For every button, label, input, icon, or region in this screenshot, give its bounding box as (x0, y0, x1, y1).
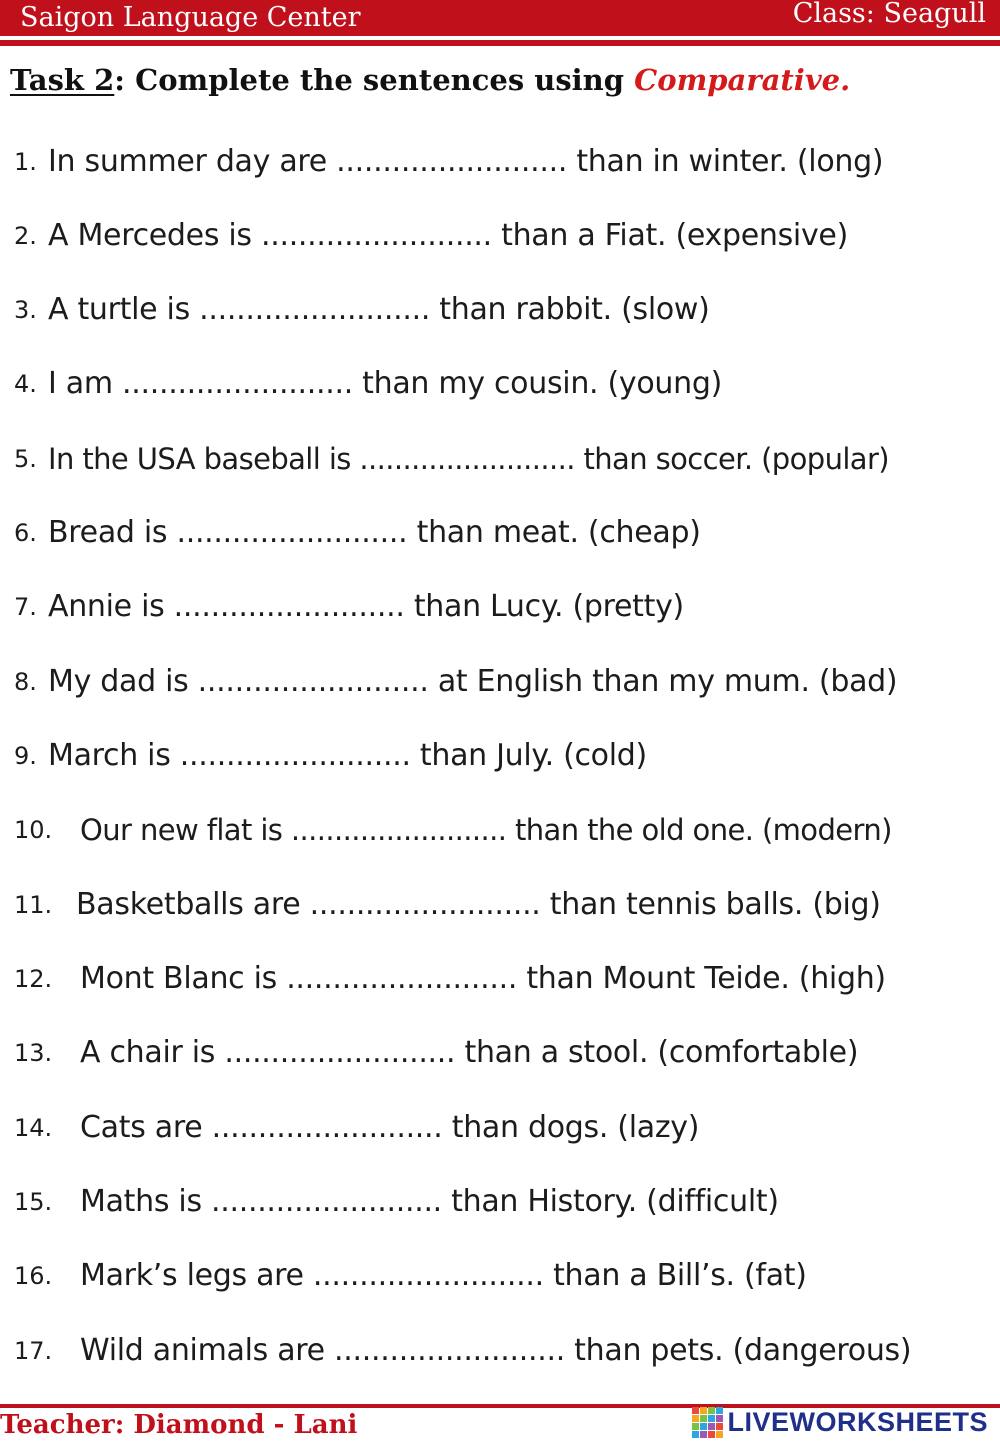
question-text: Annie is ......................... than Lucy. (pretty) (48, 589, 684, 624)
task-keyword: Comparative. (634, 63, 851, 97)
question-text: Maths is ......................... than History. (difficult) (80, 1184, 779, 1219)
task-instruction: Complete the sentences using (125, 63, 635, 97)
question-number: 4. (14, 370, 37, 398)
question-number: 6. (14, 519, 37, 547)
header-divider (0, 40, 1000, 46)
task-label: Task 2 (10, 63, 115, 97)
question-number: 11. (14, 891, 53, 919)
brand-name: LIVEWORKSHEETS (727, 1406, 988, 1437)
question-item (0, 278, 1000, 342)
question-number: 16. (14, 1262, 53, 1290)
question-number: 3. (14, 296, 37, 324)
question-text: My dad is ......................... at English than my mum. (bad) (48, 664, 898, 699)
question-text: March is ......................... than July. (cold) (48, 738, 647, 773)
question-number: 7. (14, 593, 37, 621)
question-item (0, 1096, 1000, 1160)
question-item (0, 501, 1000, 565)
class-name: Class: Seagull (792, 0, 986, 29)
teacher-name: Teacher: Diamond - Lani (0, 1410, 358, 1440)
school-name: Saigon Language Center (20, 2, 361, 33)
question-text: A chair is ......................... than a stool. (comfortable) (80, 1035, 859, 1070)
question-number: 17. (14, 1337, 53, 1365)
question-number: 10. (14, 816, 53, 844)
question-text: I am ......................... than my cousin. (young) (48, 366, 722, 401)
question-item (0, 352, 1000, 416)
task-separator: : (114, 63, 126, 97)
question-text: Basketballs are ......................... than tennis balls. (big) (76, 887, 881, 922)
question-item (0, 798, 1000, 862)
question-item (0, 130, 1000, 194)
task-heading (10, 58, 850, 102)
question-text: A turtle is ......................... than rabbit. (slow) (48, 292, 710, 327)
question-text: Mark’s legs are ......................... than a Bill’s. (fat) (80, 1258, 807, 1293)
question-item (0, 204, 1000, 268)
question-text: Mont Blanc is ......................... than Mount Teide. (high) (80, 961, 886, 996)
header-bar (0, 0, 1000, 36)
question-text: Wild animals are ......................... than pets. (dangerous) (80, 1333, 912, 1368)
question-number: 2. (14, 222, 37, 250)
question-number: 1. (14, 148, 37, 176)
question-item (0, 1170, 1000, 1234)
question-number: 5. (14, 445, 37, 473)
brand-link[interactable] (692, 1406, 988, 1438)
question-text: In summer day are ......................... than in winter. (long) (48, 144, 884, 179)
question-number: 15. (14, 1188, 53, 1216)
question-item (0, 575, 1000, 639)
question-number: 14. (14, 1114, 53, 1142)
question-item (0, 1244, 1000, 1308)
liveworksheets-logo-icon (692, 1407, 723, 1438)
question-text: A Mercedes is ......................... than a Fiat. (expensive) (48, 218, 848, 253)
question-number: 9. (14, 742, 37, 770)
question-text: Cats are ......................... than dogs. (lazy) (80, 1110, 700, 1145)
question-item (0, 873, 1000, 937)
question-item (0, 1021, 1000, 1085)
question-item (0, 427, 1000, 491)
question-number: 8. (14, 668, 37, 696)
question-number: 12. (14, 965, 53, 993)
question-text: In the USA baseball is ......................... than soccer. (popular) (48, 442, 890, 476)
question-text: Bread is ......................... than meat. (cheap) (48, 515, 701, 550)
question-number: 13. (14, 1039, 53, 1067)
question-item (0, 724, 1000, 788)
question-item (0, 947, 1000, 1011)
question-item (0, 1319, 1000, 1383)
question-text: Our new flat is ......................... than the old one. (modern) (80, 813, 892, 847)
question-item (0, 650, 1000, 714)
